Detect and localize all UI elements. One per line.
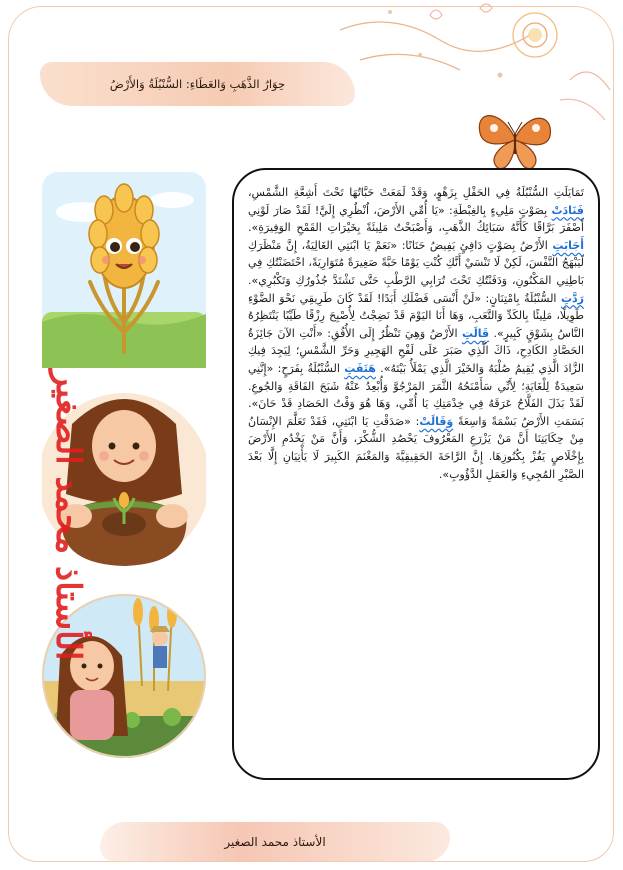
wheat-character-illustration [42, 172, 206, 368]
highlighted-verb: هَتَفَتِ [344, 361, 376, 375]
footer-author: الأستاذ محمد الصغير [224, 835, 326, 849]
highlighted-verb: وَقَالَتْ [419, 414, 454, 428]
story-text-segment: السُّنْبُلَةُ بِامْتِنَانٍ: «لَنْ أَنْسَى فَضْلَكِ أَبَدًا! لَقَدْ كَانَ طَرِيقِي نَحْوَ الضَّوْءِ طَوِيلًا، مَلِيئًا بِالكَدِّ وَالتَّعَبِ، وَهَا أَنَا اليَوْمَ قَدْ نَضِجْتُ لِأُصْبِحَ رِزْقًا طَيِّبًا يَنْتَظِرُهُ النَّاسُ بِشَوْقٍ كَبِيرٍ». [248, 291, 584, 340]
story-text-segment: بِصَوْتٍ مَلِيءٍ بِالغِبْطَةِ: «يَا أُمِّي الأَرْضَ، اُنْظُرِي إِلَيَّ! لَقَدْ صَارَ لَوْنِي أَصْفَرَ بَرَّاقًا كَأَنَّهُ سَبَائِكُ الذَّهَبِ، وَأَصْبَحْتُ مَلِيئَةً بِخَيْرَاتِ القَمْحِ الوَفِيرَةِ». [248, 203, 584, 235]
title-banner [40, 62, 355, 106]
highlighted-verb: قَالَتِ [461, 326, 490, 340]
butterfly-icon [470, 98, 560, 178]
highlighted-verb: رَدَّتِ [560, 291, 584, 305]
page-title: حِوَارُ الذَّهَبِ وَالعَطَاءِ: السُّنْبُلَةُ وَالأَرْضُ [109, 77, 286, 91]
story-paragraph [248, 184, 584, 483]
story-text-segment: : «صَدَقْتِ يَا ابْنَتِي، فَقَدْ تَعَلَّمَ الإِنْسَانُ مِنْ حِكَايَتِنَا أَنَّ مَنْ يَزْرَعِ المَعْرُوفَ يَحْصُدِ الشُّكْرَ، وَأَنَّ مَنْ يَخْدُمِ الأَرْضَ بِإِخْلَاصٍ يَفُزْ بِكُنُوزِهَا. إِنَّ الرَّاحَةَ الحَقِيقِيَّةَ وَالمَغْنَمَ الكَبِيرَ لَا يَأْتِيَانِ إِلَّا بَعْدَ الصَّبْرِ المُجِيءِ وَالعَمَلِ الدَّؤُوبِ». [248, 414, 584, 481]
author-watermark: الأستاذ محمد الصغير [48, 370, 88, 661]
story-text-box [232, 168, 600, 780]
story-text-segment: الأَرْضُ بِصَوْتٍ دَافِئٍ يَفِيضُ حَنَانًا: «نَعَمْ يَا ابْنَتِي الغَالِيَةُ، إِنَّ مَنْظَرَكِ لَيَبْهَجُ النَّفْسَ، لَكِنْ لَا تَنْسَيْ أَنَّكِ كُنْتِ يَوْمًا حَبَّةً صَغِيرَةً مُتَوَارِيَةً، احْتَضَنْتُكِ فِي بَاطِنِي المَكْنُونِ، وَدَفَنْتُكِ تَحْتَ تُرَابِي الرَّطْبِ حَتَّى تَشْتَدَّ جُذُورُكِ وَتَكْبُرِي». [248, 238, 584, 287]
highlighted-verb: أَجَابَتِ [552, 238, 584, 252]
story-text-segment: السُّنْبُلَةُ بِفَرَحٍ: «إِنَّنِي سَعِيدَةٌ لِلْغَايَةِ؛ لِأَنِّي سَأَمْنَحُهُ الثَّمَرَ المَرْجُوَّ وَأُبْعِدُ عَنْهُ شَبَحَ الفَاقَةِ وَالجُوعِ. لَقَدْ بَذَلَ الفَلَّاحُ عَرَقَهُ فِي خِدْمَتِكِ يَا أُمِّي، وَهَا هُوَ وَقْتُ الحَصَادِ قَدْ حَانَ». بَسَمَتِ الأَرْضُ بَسْمَةً وَاسِعَةً [248, 361, 584, 428]
highlighted-verb: فَنَادَتْ [551, 203, 584, 217]
footer-banner [100, 822, 450, 862]
story-text-segment: تَمَايَلَتِ السُّنْبُلَةُ فِي الحَقْلِ بِزَهْوٍ، وَقَدْ لَمَعَتْ حَبَّاتُهَا تَحْتَ أَشِعَّةِ الشَّمْسِ، [248, 186, 584, 199]
story-text-segment: الأَرْضُ وَهِيَ تَنْظُرُ إِلَى الأُفُقِ: «أَنْتِ الآنَ جَائِزَةُ الحَصَّادِ الكَادِحِ، ذَاكَ الَّذِي صَبَرَ عَلَى لَفْحِ الهَجِيرِ وَحَرِّ الشَّمْسِ؛ لِيَجِدَ فِيكِ الزَّادَ الَّذِي يُقِيمُ صُلْبَهُ وَالخَيْرَ الَّذِي يَمْلَأُ بَيْتَهُ». [248, 326, 584, 375]
